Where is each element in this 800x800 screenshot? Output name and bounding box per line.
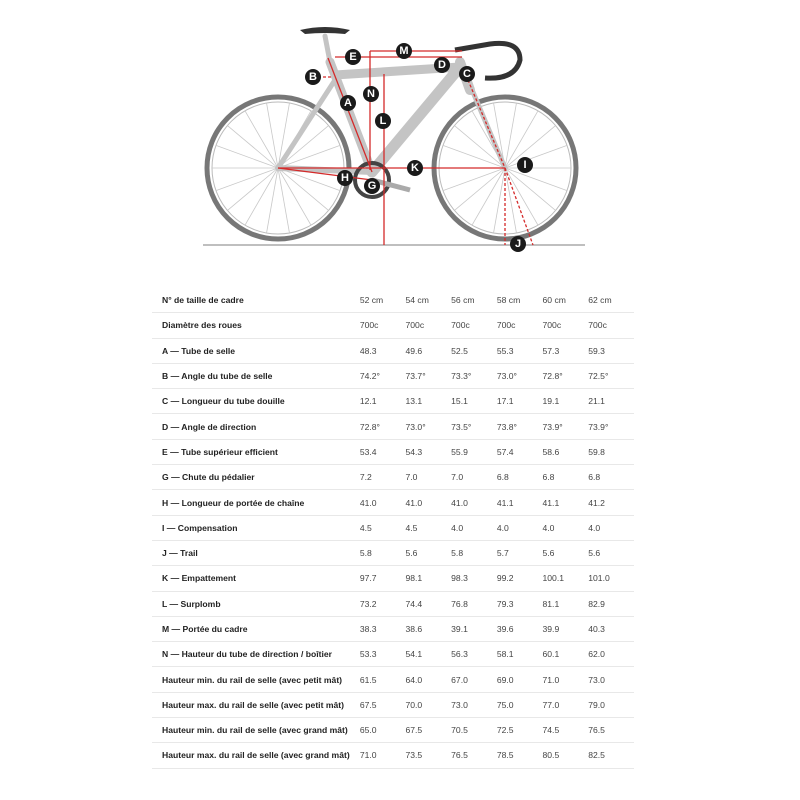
size-value: 58.1 <box>497 642 543 667</box>
size-value: 78.5 <box>497 743 543 768</box>
svg-text:A: A <box>344 97 352 109</box>
size-value: 98.3 <box>451 566 497 591</box>
size-value: 73.3° <box>451 363 497 388</box>
size-value: 74.2° <box>360 363 406 388</box>
spoke <box>454 168 505 210</box>
spoke <box>278 168 329 210</box>
size-value: 57.4 <box>497 439 543 464</box>
label-B <box>305 69 321 85</box>
spoke <box>216 168 278 191</box>
row-label: A — Tube de selle <box>152 338 360 363</box>
size-value: 99.2 <box>497 566 543 591</box>
size-value: 73.2 <box>360 591 406 616</box>
row-label: L — Surplomb <box>152 591 360 616</box>
table-row <box>152 515 634 540</box>
geometry-table <box>152 288 634 769</box>
size-value: 73.9° <box>588 414 634 439</box>
size-value: 6.8 <box>497 465 543 490</box>
size-value: 72.5 <box>497 718 543 743</box>
size-value: 41.1 <box>497 490 543 515</box>
size-value: 15.1 <box>451 389 497 414</box>
size-value: 53.3 <box>360 642 406 667</box>
table-row <box>152 389 634 414</box>
size-value: 6.8 <box>588 465 634 490</box>
size-value: 4.5 <box>360 515 406 540</box>
spoke <box>505 168 567 191</box>
size-value: 62.0 <box>588 642 634 667</box>
svg-text:B: B <box>309 71 317 83</box>
size-value: 69.0 <box>497 667 543 692</box>
svg-text:N: N <box>367 88 375 100</box>
size-value: 41.1 <box>543 490 589 515</box>
row-label: G — Chute du pédalier <box>152 465 360 490</box>
saddle <box>300 27 350 34</box>
size-value: 7.2 <box>360 465 406 490</box>
size-value: 101.0 <box>588 566 634 591</box>
row-label: N° de taille de cadre <box>152 288 360 313</box>
size-value: 76.5 <box>588 718 634 743</box>
size-value: 60.1 <box>543 642 589 667</box>
table-row <box>152 743 634 768</box>
label-I <box>517 157 533 173</box>
size-value: 72.5° <box>588 363 634 388</box>
size-value: 12.1 <box>360 389 406 414</box>
size-value: 19.1 <box>543 389 589 414</box>
size-value: 74.4 <box>405 591 451 616</box>
size-value: 39.1 <box>451 616 497 641</box>
svg-text:L: L <box>379 115 387 127</box>
row-label: M — Portée du cadre <box>152 616 360 641</box>
svg-text:G: G <box>367 180 377 192</box>
size-value: 72.8° <box>360 414 406 439</box>
size-value: 59.8 <box>588 439 634 464</box>
size-value: 73.7° <box>405 363 451 388</box>
row-label: Hauteur min. du rail de selle (avec grand mât) <box>152 718 360 743</box>
size-value: 40.3 <box>588 616 634 641</box>
label-K <box>407 160 423 176</box>
table-row <box>152 591 634 616</box>
size-value: 5.8 <box>451 540 497 565</box>
table-row <box>152 490 634 515</box>
row-label: Hauteur max. du rail de selle (avec petit mât) <box>152 692 360 717</box>
spoke <box>227 168 278 210</box>
size-value: 76.5 <box>451 743 497 768</box>
size-value: 60 cm <box>543 288 589 313</box>
size-value: 52 cm <box>360 288 406 313</box>
size-value: 21.1 <box>588 389 634 414</box>
row-label: I — Compensation <box>152 515 360 540</box>
size-value: 72.8° <box>543 363 589 388</box>
table-row <box>152 566 634 591</box>
size-value: 75.0 <box>497 692 543 717</box>
row-label: B — Angle du tube de selle <box>152 363 360 388</box>
size-value: 73.0° <box>405 414 451 439</box>
size-value: 4.0 <box>451 515 497 540</box>
size-value: 54 cm <box>405 288 451 313</box>
size-value: 5.7 <box>497 540 543 565</box>
bike-geometry-diagram <box>0 0 800 270</box>
size-value: 5.8 <box>360 540 406 565</box>
size-value: 82.9 <box>588 591 634 616</box>
size-value: 41.0 <box>451 490 497 515</box>
size-value: 67.5 <box>360 692 406 717</box>
row-label: K — Empattement <box>152 566 360 591</box>
size-value: 98.1 <box>405 566 451 591</box>
size-value: 81.1 <box>543 591 589 616</box>
size-value: 61.5 <box>360 667 406 692</box>
label-N <box>363 86 379 102</box>
row-label: Hauteur max. du rail de selle (avec grand mât) <box>152 743 360 768</box>
size-value: 73.0 <box>451 692 497 717</box>
size-value: 700c <box>451 313 497 338</box>
size-value: 73.9° <box>543 414 589 439</box>
label-L <box>375 113 391 129</box>
size-value: 62 cm <box>588 288 634 313</box>
svg-text:J: J <box>514 238 522 250</box>
svg-text:C: C <box>463 68 471 80</box>
size-value: 17.1 <box>497 389 543 414</box>
size-value: 65.0 <box>360 718 406 743</box>
label-E <box>345 49 361 65</box>
size-value: 4.5 <box>405 515 451 540</box>
size-value: 55.9 <box>451 439 497 464</box>
row-label: Diamètre des roues <box>152 313 360 338</box>
row-label: E — Tube supérieur efficient <box>152 439 360 464</box>
size-value: 97.7 <box>360 566 406 591</box>
size-value: 67.0 <box>451 667 497 692</box>
size-value: 64.0 <box>405 667 451 692</box>
table-row <box>152 338 634 363</box>
svg-text:M: M <box>399 45 409 57</box>
svg-text:I: I <box>523 159 527 171</box>
label-H <box>337 170 353 186</box>
row-label: H — Longueur de portée de chaîne <box>152 490 360 515</box>
size-value: 100.1 <box>543 566 589 591</box>
size-value: 56.3 <box>451 642 497 667</box>
size-value: 70.5 <box>451 718 497 743</box>
label-G <box>364 178 380 194</box>
table-row <box>152 439 634 464</box>
row-label: N — Hauteur du tube de direction / boîtier <box>152 642 360 667</box>
spoke <box>443 168 505 191</box>
size-value: 56 cm <box>451 288 497 313</box>
size-value: 79.0 <box>588 692 634 717</box>
row-label: D — Angle de direction <box>152 414 360 439</box>
size-value: 4.0 <box>497 515 543 540</box>
size-value: 73.5 <box>405 743 451 768</box>
size-value: 76.8 <box>451 591 497 616</box>
size-value: 70.0 <box>405 692 451 717</box>
size-value: 57.3 <box>543 338 589 363</box>
table-row <box>152 718 634 743</box>
table-row <box>152 667 634 692</box>
size-value: 58 cm <box>497 288 543 313</box>
size-value: 73.8° <box>497 414 543 439</box>
label-C <box>459 66 475 82</box>
size-value: 55.3 <box>497 338 543 363</box>
size-value: 41.0 <box>360 490 406 515</box>
size-value: 41.0 <box>405 490 451 515</box>
row-label: Hauteur min. du rail de selle (avec petit mât) <box>152 667 360 692</box>
size-value: 73.5° <box>451 414 497 439</box>
size-value: 13.1 <box>405 389 451 414</box>
size-value: 38.3 <box>360 616 406 641</box>
size-value: 67.5 <box>405 718 451 743</box>
table-row <box>152 414 634 439</box>
size-value: 59.3 <box>588 338 634 363</box>
size-value: 49.6 <box>405 338 451 363</box>
table-row <box>152 616 634 641</box>
size-value: 54.1 <box>405 642 451 667</box>
table-row <box>152 363 634 388</box>
size-value: 700c <box>543 313 589 338</box>
size-value: 5.6 <box>543 540 589 565</box>
row-label: J — Trail <box>152 540 360 565</box>
size-value: 53.4 <box>360 439 406 464</box>
spoke <box>216 145 278 168</box>
table-row <box>152 288 634 313</box>
size-value: 54.3 <box>405 439 451 464</box>
size-value: 79.3 <box>497 591 543 616</box>
size-value: 73.0° <box>497 363 543 388</box>
label-A <box>340 95 356 111</box>
size-value: 71.0 <box>543 667 589 692</box>
svg-text:E: E <box>349 51 357 63</box>
size-value: 58.6 <box>543 439 589 464</box>
table-row <box>152 642 634 667</box>
size-value: 48.3 <box>360 338 406 363</box>
table-row <box>152 540 634 565</box>
svg-text:K: K <box>411 162 419 174</box>
size-value: 82.5 <box>588 743 634 768</box>
size-value: 6.8 <box>543 465 589 490</box>
size-value: 74.5 <box>543 718 589 743</box>
size-value: 39.9 <box>543 616 589 641</box>
size-value: 5.6 <box>588 540 634 565</box>
svg-text:D: D <box>438 59 446 71</box>
size-value: 700c <box>497 313 543 338</box>
size-value: 5.6 <box>405 540 451 565</box>
label-J <box>510 236 526 252</box>
size-value: 73.0 <box>588 667 634 692</box>
size-value: 4.0 <box>588 515 634 540</box>
size-value: 71.0 <box>360 743 406 768</box>
table-row <box>152 313 634 338</box>
label-M <box>396 43 412 59</box>
size-value: 77.0 <box>543 692 589 717</box>
size-value: 7.0 <box>405 465 451 490</box>
size-value: 80.5 <box>543 743 589 768</box>
table-row <box>152 692 634 717</box>
size-value: 4.0 <box>543 515 589 540</box>
table-row <box>152 465 634 490</box>
svg-text:H: H <box>341 172 349 184</box>
size-value: 38.6 <box>405 616 451 641</box>
size-value: 39.6 <box>497 616 543 641</box>
spoke <box>505 145 567 168</box>
size-value: 52.5 <box>451 338 497 363</box>
size-value: 700c <box>405 313 451 338</box>
spoke <box>227 126 278 168</box>
size-value: 700c <box>360 313 406 338</box>
size-value: 700c <box>588 313 634 338</box>
size-value: 41.2 <box>588 490 634 515</box>
size-value: 7.0 <box>451 465 497 490</box>
row-label: C — Longueur du tube douille <box>152 389 360 414</box>
label-D <box>434 57 450 73</box>
